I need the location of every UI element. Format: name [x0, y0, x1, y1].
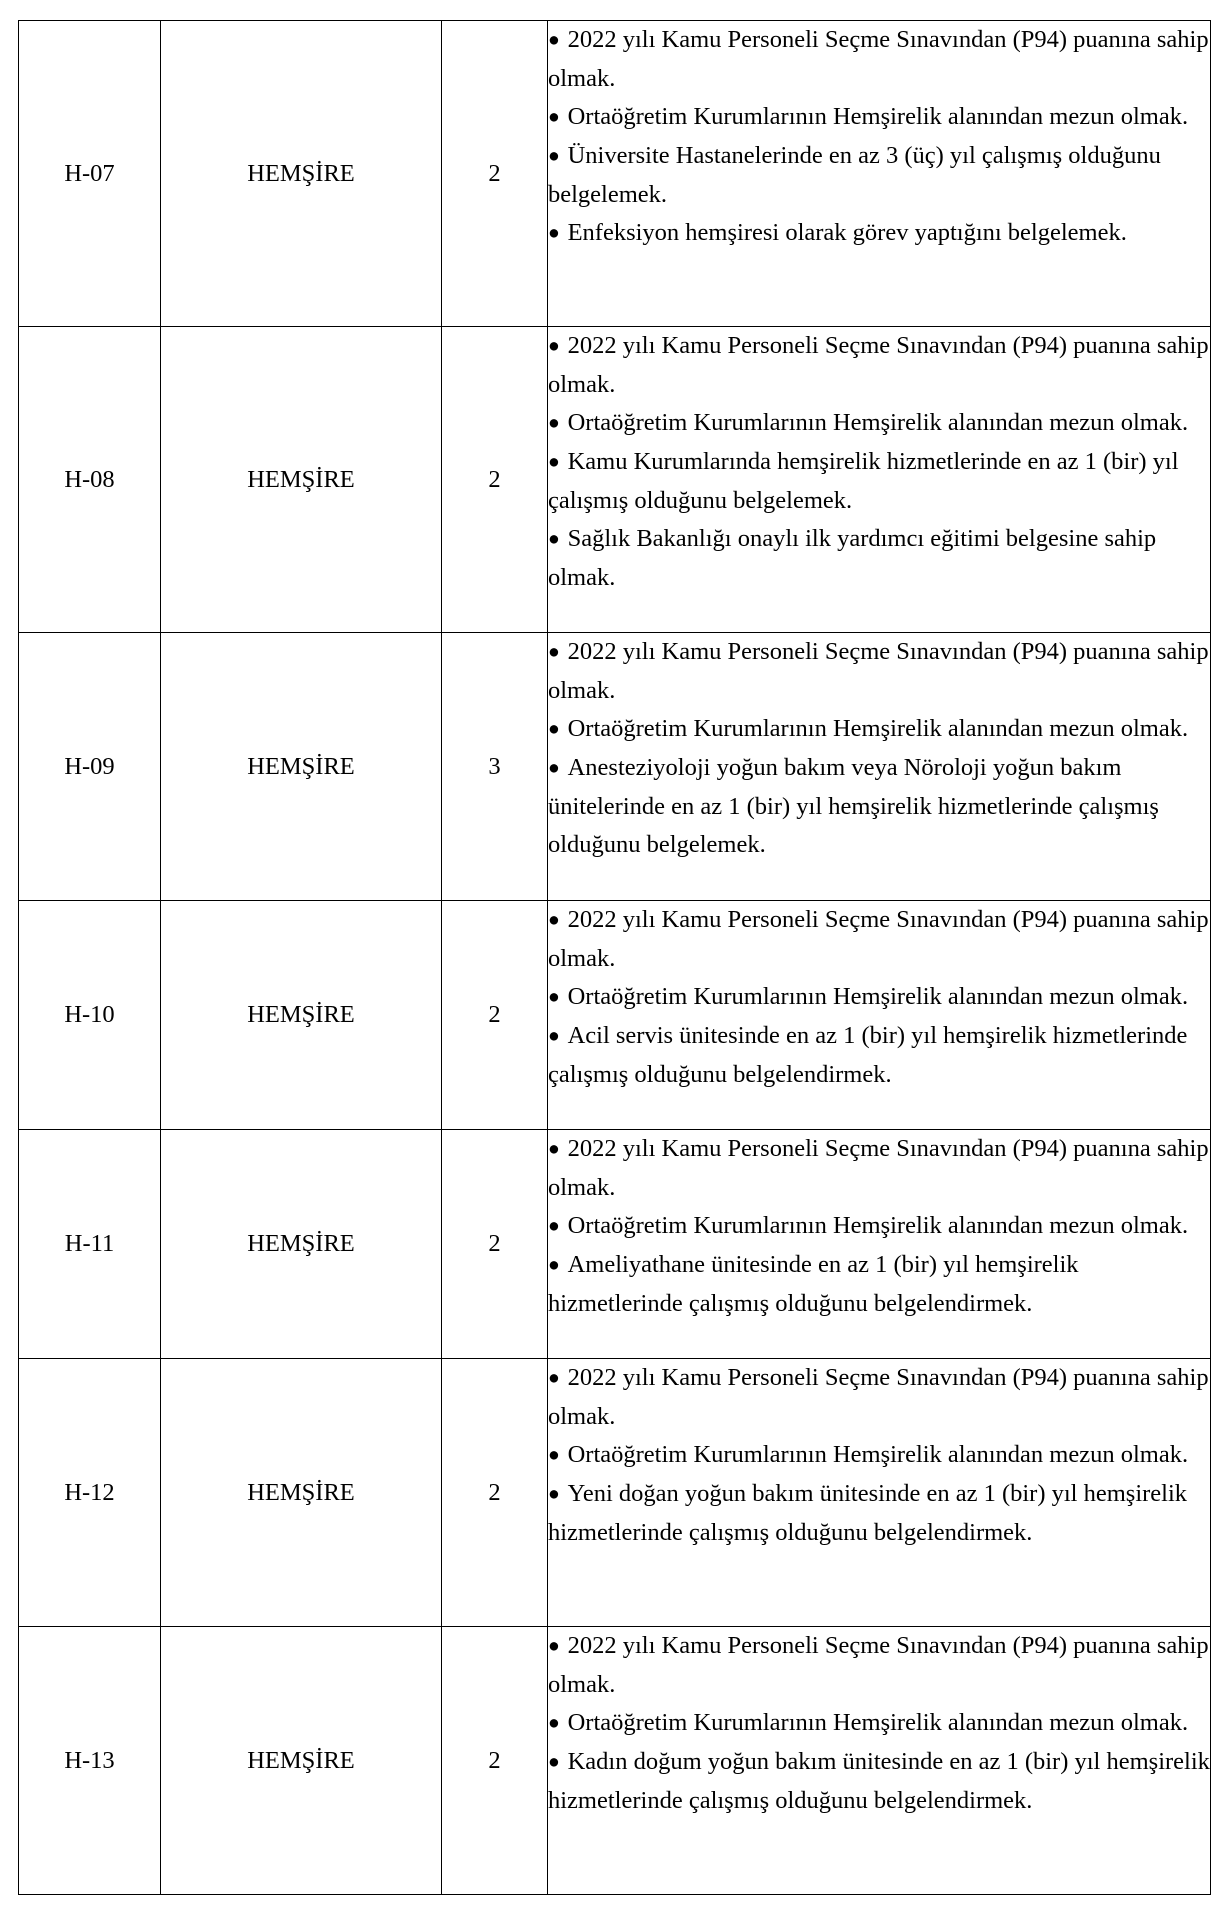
bullet-icon: ●	[548, 1139, 560, 1160]
bullet-icon: ●	[548, 1752, 560, 1773]
bullet-icon: ●	[548, 719, 560, 740]
position-count: 2	[442, 901, 548, 1130]
requirement-item: ● Ameliyathane ünitesinde en az 1 (bir) yıl hemşirelik hizmetlerinde çalışmış olduğunu belgelendirmek.	[548, 1246, 1210, 1323]
bullet-icon: ●	[548, 758, 560, 779]
bullet-icon: ●	[548, 1636, 560, 1657]
bullet-icon: ●	[548, 910, 560, 931]
position-title: HEMŞİRE	[161, 633, 442, 901]
table-row	[19, 1627, 1211, 1895]
position-code: H-09	[19, 633, 161, 901]
requirement-item: ● Ortaöğretim Kurumlarının Hemşirelik alanından mezun olmak.	[548, 1704, 1210, 1743]
requirement-item: ● Yeni doğan yoğun bakım ünitesinde en az 1 (bir) yıl hemşirelik hizmetlerinde çalışmış olduğunu belgelendirmek.	[548, 1475, 1210, 1552]
table-row	[19, 21, 1211, 327]
position-title: HEMŞİRE	[161, 901, 442, 1130]
position-title: HEMŞİRE	[161, 1130, 442, 1359]
position-count: 2	[442, 1627, 548, 1895]
requirement-item: ● Ortaöğretim Kurumlarının Hemşirelik alanından mezun olmak.	[548, 710, 1210, 749]
requirements-cell	[548, 901, 1211, 1130]
requirement-item: ● 2022 yılı Kamu Personeli Seçme Sınavından (P94) puanına sahip olmak.	[548, 901, 1210, 978]
bullet-icon: ●	[548, 1484, 560, 1505]
requirement-item: ● Enfeksiyon hemşiresi olarak görev yaptığını belgelemek.	[548, 214, 1210, 253]
requirements-cell	[548, 327, 1211, 633]
requirement-item: ● 2022 yılı Kamu Personeli Seçme Sınavından (P94) puanına sahip olmak.	[548, 327, 1210, 404]
positions-table	[18, 20, 1211, 1895]
position-count: 2	[442, 1359, 548, 1627]
bullet-icon: ●	[548, 1713, 560, 1734]
requirements-cell	[548, 21, 1211, 327]
position-code: H-12	[19, 1359, 161, 1627]
table-row	[19, 1130, 1211, 1359]
requirements-cell	[548, 1359, 1211, 1627]
table-row	[19, 901, 1211, 1130]
position-title: HEMŞİRE	[161, 1627, 442, 1895]
bullet-icon: ●	[548, 413, 560, 434]
bullet-icon: ●	[548, 107, 560, 128]
bullet-icon: ●	[548, 529, 560, 550]
requirement-item: ● 2022 yılı Kamu Personeli Seçme Sınavından (P94) puanına sahip olmak.	[548, 1130, 1210, 1207]
position-code: H-08	[19, 327, 161, 633]
requirement-item: ● Üniversite Hastanelerinde en az 3 (üç) yıl çalışmış olduğunu belgelemek.	[548, 137, 1210, 214]
bullet-icon: ●	[548, 452, 560, 473]
position-code: H-13	[19, 1627, 161, 1895]
requirement-item: ● Ortaöğretim Kurumlarının Hemşirelik alanından mezun olmak.	[548, 978, 1210, 1017]
bullet-icon: ●	[548, 642, 560, 663]
requirement-item: ● 2022 yılı Kamu Personeli Seçme Sınavından (P94) puanına sahip olmak.	[548, 633, 1210, 710]
position-count: 2	[442, 21, 548, 327]
table-row	[19, 633, 1211, 901]
requirement-item: ● Ortaöğretim Kurumlarının Hemşirelik alanından mezun olmak.	[548, 1207, 1210, 1246]
requirements-cell	[548, 1627, 1211, 1895]
position-title: HEMŞİRE	[161, 1359, 442, 1627]
bullet-icon: ●	[548, 223, 560, 244]
table-row	[19, 1359, 1211, 1627]
position-title: HEMŞİRE	[161, 21, 442, 327]
position-count: 2	[442, 1130, 548, 1359]
bullet-icon: ●	[548, 336, 560, 357]
requirement-item: ● 2022 yılı Kamu Personeli Seçme Sınavından (P94) puanına sahip olmak.	[548, 1359, 1210, 1436]
bullet-icon: ●	[548, 1445, 560, 1466]
requirement-item: ● Kadın doğum yoğun bakım ünitesinde en az 1 (bir) yıl hemşirelik hizmetlerinde çalışmış olduğunu belgelendirmek.	[548, 1743, 1210, 1820]
requirement-item: ● Anesteziyoloji yoğun bakım veya Nöroloji yoğun bakım ünitelerinde en az 1 (bir) yıl hemşirelik hizmetlerinde çalışmış olduğunu belgelemek.	[548, 749, 1210, 864]
bullet-icon: ●	[548, 987, 560, 1008]
bullet-icon: ●	[548, 1026, 560, 1047]
bullet-icon: ●	[548, 30, 560, 51]
requirement-item: ● Ortaöğretim Kurumlarının Hemşirelik alanından mezun olmak.	[548, 404, 1210, 443]
position-code: H-11	[19, 1130, 161, 1359]
requirement-item: ● Ortaöğretim Kurumlarının Hemşirelik alanından mezun olmak.	[548, 1436, 1210, 1475]
bullet-icon: ●	[548, 1216, 560, 1237]
table-row	[19, 327, 1211, 633]
bullet-icon: ●	[548, 1368, 560, 1389]
requirement-item: ● 2022 yılı Kamu Personeli Seçme Sınavından (P94) puanına sahip olmak.	[548, 21, 1210, 98]
position-title: HEMŞİRE	[161, 327, 442, 633]
requirement-item: ● Sağlık Bakanlığı onaylı ilk yardımcı eğitimi belgesine sahip olmak.	[548, 520, 1210, 597]
requirement-item: ● 2022 yılı Kamu Personeli Seçme Sınavından (P94) puanına sahip olmak.	[548, 1627, 1210, 1704]
position-code: H-07	[19, 21, 161, 327]
position-code: H-10	[19, 901, 161, 1130]
requirement-item: ● Acil servis ünitesinde en az 1 (bir) yıl hemşirelik hizmetlerinde çalışmış olduğunu belgelendirmek.	[548, 1017, 1210, 1094]
requirement-item: ● Kamu Kurumlarında hemşirelik hizmetlerinde en az 1 (bir) yıl çalışmış olduğunu belgelemek.	[548, 443, 1210, 520]
position-count: 2	[442, 327, 548, 633]
bullet-icon: ●	[548, 146, 560, 167]
bullet-icon: ●	[548, 1255, 560, 1276]
requirements-cell	[548, 633, 1211, 901]
requirements-cell	[548, 1130, 1211, 1359]
position-count: 3	[442, 633, 548, 901]
requirement-item: ● Ortaöğretim Kurumlarının Hemşirelik alanından mezun olmak.	[548, 98, 1210, 137]
